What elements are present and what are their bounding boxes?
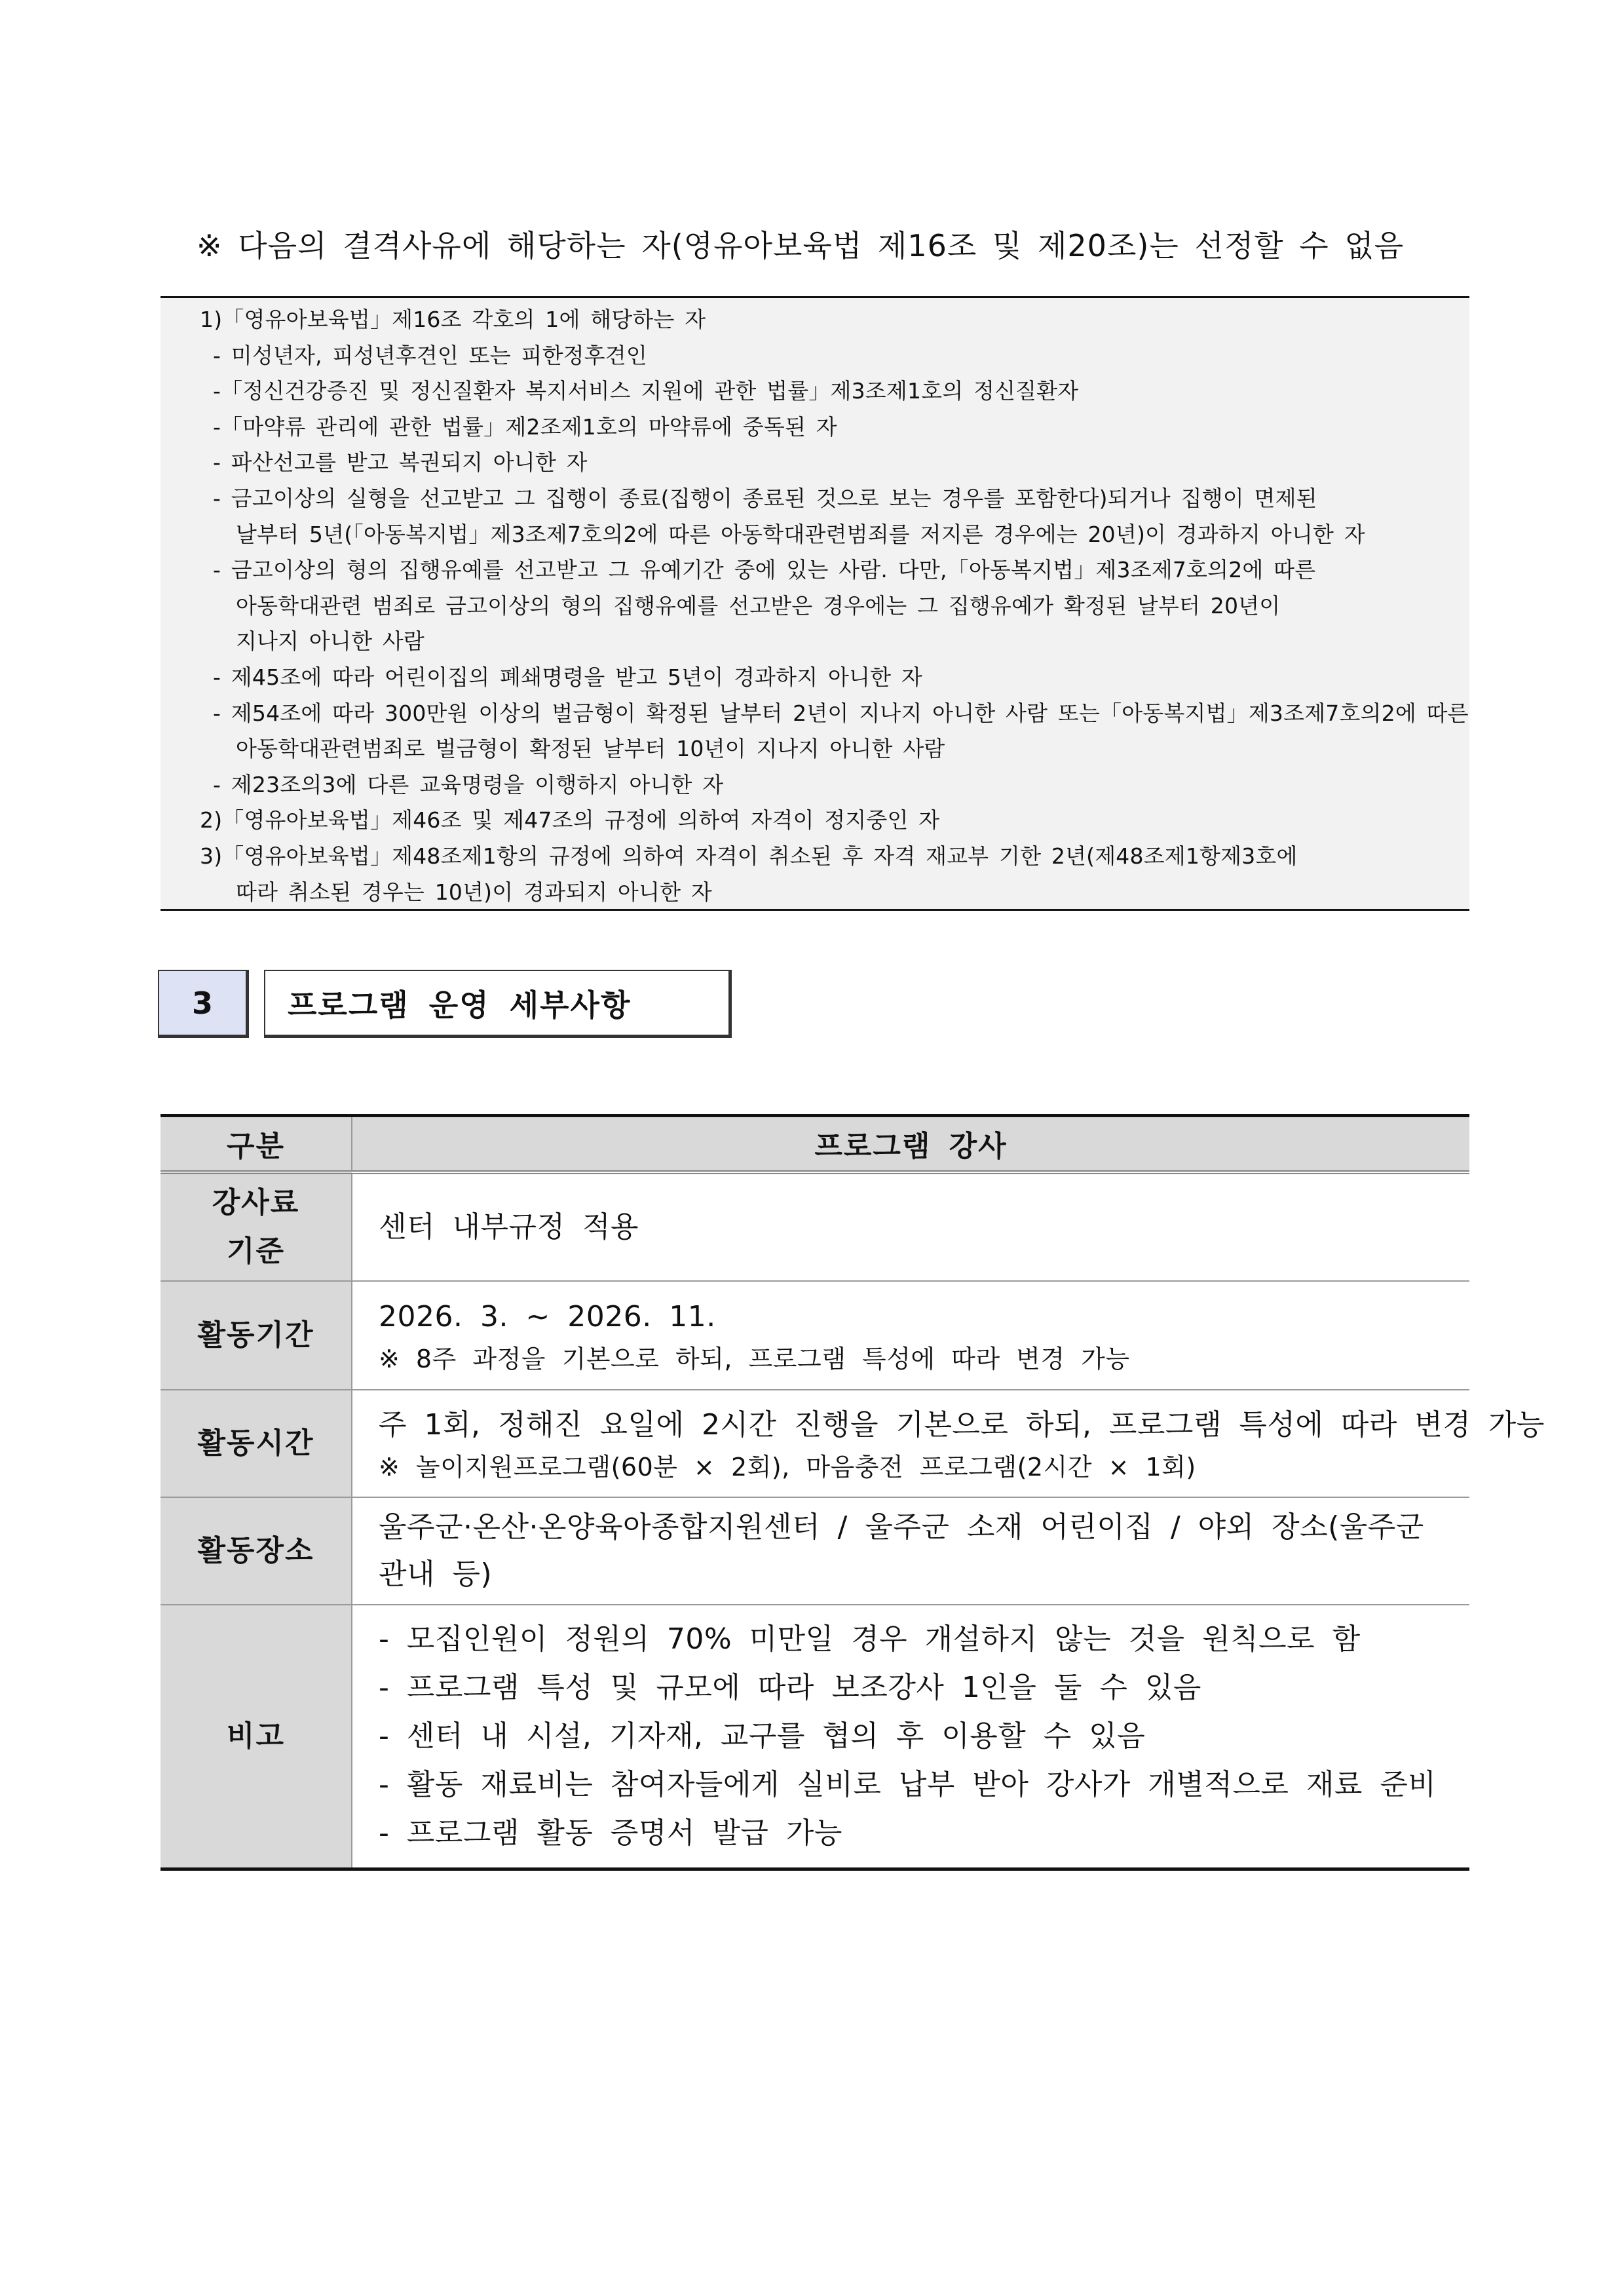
disqualification-line: 1)「영유아보육법」제16조 각호의 1에 해당하는 자	[200, 307, 706, 332]
row-value-line: ※ 놀이지원프로그램(60분 × 2회), 마음충전 프로그램(2시간 × 1회)	[379, 1452, 1196, 1482]
header-category: 구분	[161, 1116, 352, 1172]
row-label-line: 비고	[226, 1719, 285, 1753]
disqualification-line: 3)「영유아보육법」제48조제1항의 규정에 의하여 자격이 취소된 후 자격 재교부 기한 2년(제48조제1항제3호에	[200, 843, 1298, 869]
row-label-line: 기준	[226, 1234, 285, 1268]
table-header-row	[161, 1116, 1469, 1172]
row-value-line: 울주군·온산·온양육아종합지원센터 / 울주군 소재 어린이집 / 야외 장소(울주군	[379, 1510, 1424, 1544]
row-label-line: 강사료	[212, 1185, 300, 1219]
disqualification-line: 지나지 아니한 사람	[236, 628, 425, 655]
disqualification-line: 아동학대관련 범죄로 금고이상의 형의 집행유예를 선고받은 경우에는 그 집행유예가 확정된 날부터 20년이	[236, 592, 1281, 619]
row-label-line: 활동장소	[197, 1533, 314, 1567]
disqualification-line: 날부터 5년(「아동복지법」제3조제7호의2에 따른 아동학대관련범죄를 저지른 경우에는 20년)이 경과하지 아니한 자	[236, 521, 1365, 547]
table-row	[161, 1497, 1469, 1605]
row-value-line: - 센터 내 시설, 기자재, 교구를 협의 후 이용할 수 있음	[379, 1719, 1146, 1753]
row-label-line: 활동시간	[197, 1426, 314, 1460]
row-label-line: 활동기간	[197, 1318, 314, 1352]
disqualification-line: - 미성년자, 피성년후견인 또는 피한정후견인	[213, 342, 647, 368]
row-value-line: 2026. 3. ~ 2026. 11.	[379, 1299, 716, 1333]
table-row	[161, 1281, 1469, 1390]
row-value-line: - 모집인원이 정원의 70% 미만일 경우 개설하지 않는 것을 원칙으로 함	[379, 1622, 1361, 1656]
disqualification-line: - 파산선고를 받고 복권되지 아니한 자	[213, 450, 588, 476]
header-instructor: 프로그램 강사	[352, 1116, 1469, 1172]
table-row	[161, 1605, 1469, 1869]
row-value-line: - 프로그램 특성 및 규모에 따라 보조강사 1인을 둘 수 있음	[379, 1670, 1201, 1704]
row-value	[352, 1390, 1545, 1497]
section-number: 3	[158, 970, 249, 1038]
row-value-line: ※ 8주 과정을 기본으로 하되, 프로그램 특성에 따라 변경 가능	[379, 1344, 1130, 1373]
row-value	[352, 1172, 1469, 1281]
disqualification-line: -「마약류 관리에 관한 법률」제2조제1호의 마약류에 중독된 자	[213, 413, 837, 440]
notice-text: ※ 다음의 결격사유에 해당하는 자(영유아보육법 제16조 및 제20조)는 선정할 수 없음	[197, 228, 1405, 263]
row-value-line: 주 1회, 정해진 요일에 2시간 진행을 기본으로 하되, 프로그램 특성에 따라 변경 가능	[379, 1407, 1545, 1442]
disqualification-line: - 금고이상의 실형을 선고받고 그 집행이 종료(집행이 종료된 것으로 보는 경우를 포함한다)되거나 집행이 면제된	[213, 486, 1317, 511]
row-value-line: 센터 내부규정 적용	[379, 1210, 639, 1244]
row-label	[161, 1172, 352, 1281]
row-value-line: - 프로그램 활동 증명서 발급 가능	[379, 1816, 842, 1850]
disqualification-box	[161, 296, 1469, 911]
row-label	[161, 1281, 352, 1390]
row-value-line: - 활동 재료비는 참여자들에게 실비로 납부 받아 강사가 개별적으로 재료 준비	[379, 1767, 1437, 1801]
row-value	[352, 1281, 1469, 1390]
disqualification-line: - 제45조에 따라 어린이집의 폐쇄명령을 받고 5년이 경과하지 아니한 자	[213, 664, 923, 690]
disqualification-line: 따라 취소된 경우는 10년)이 경과되지 아니한 자	[236, 879, 713, 905]
row-value	[352, 1605, 1469, 1869]
table-row	[161, 1390, 1469, 1497]
row-value	[352, 1497, 1469, 1605]
disqualification-line: 2)「영유아보육법」제46조 및 제47조의 규정에 의하여 자격이 정지중인 자	[200, 807, 940, 833]
row-value-line: 관내 등)	[379, 1557, 493, 1591]
program-detail-table	[161, 1114, 1545, 1871]
table-row	[161, 1172, 1469, 1281]
disqualification-line: -「정신건강증진 및 정신질환자 복지서비스 지원에 관한 법률」제3조제1호의 정신질환자	[213, 378, 1079, 404]
disqualification-line: - 금고이상의 형의 집행유예를 선고받고 그 유예기간 중에 있는 사람. 다만,「아동복지법」제3조제7호의2에 따른	[213, 557, 1316, 583]
disqualification-line: 아동학대관련범죄로 벌금형이 확정된 날부터 10년이 지나지 아니한 사람	[236, 736, 945, 762]
row-label	[161, 1497, 352, 1605]
section-title: 프로그램 운영 세부사항	[264, 970, 732, 1038]
disqualification-line: - 제54조에 따라 300만원 이상의 벌금형이 확정된 날부터 2년이 지나지 아니한 사람 또는「아동복지법」제3조제7호의2에 따른	[213, 700, 1469, 726]
row-label	[161, 1390, 352, 1497]
row-label	[161, 1605, 352, 1869]
disqualification-line: - 제23조의3에 다른 교육명령을 이행하지 아니한 자	[213, 771, 724, 797]
